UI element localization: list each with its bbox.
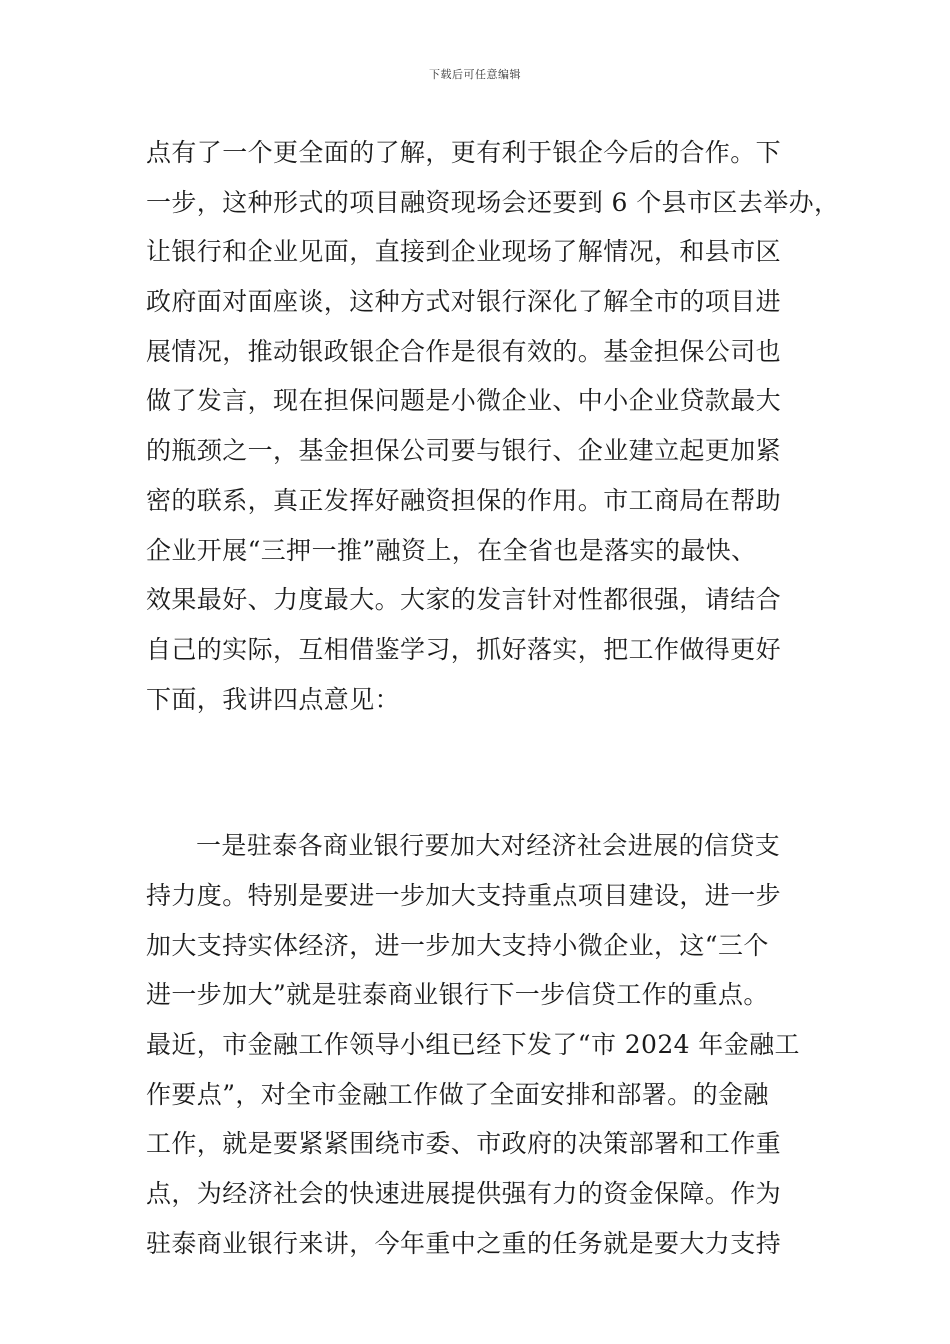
paragraph-2 — [146, 821, 826, 1268]
text-line: 密的联系，真正发挥好融资担保的作用。市工商局在帮助 — [146, 485, 782, 515]
text-line: 展情况，推动银政银企合作是很有效的。基金担保公司也 — [146, 336, 782, 366]
text-line: 的瓶颈之一，基金担保公司要与银行、企业建立起更加紧 — [146, 436, 782, 466]
paragraph-1 — [146, 128, 840, 724]
text-line: 效果最好、力度最大。大家的发言针对性都很强，请结合 — [146, 585, 782, 615]
text-line: 持力度。特别是要进一步加大支持重点项目建设，进一步 — [146, 880, 782, 910]
text-line: 一是驻泰各商业银行要加大对经济社会进展的信贷支 — [196, 831, 781, 861]
text-line: 下面，我讲四点意见： — [146, 684, 401, 714]
text-line: 让银行和企业见面，直接到企业现场了解情况，和县市区 — [146, 237, 782, 267]
text-line: 作要点”，对全市金融工作做了全面安排和部署。的金融 — [146, 1079, 769, 1109]
text-line: 加大支持实体经济，进一步加大支持小微企业，这“三个 — [146, 930, 769, 960]
text-line: 做了发言，现在担保问题是小微企业、中小企业贷款最大 — [146, 386, 782, 416]
document-body — [146, 128, 840, 1268]
text-line: 政府面对面座谈，这种方式对银行深化了解全市的项目进 — [146, 287, 782, 317]
text-line: 点有了一个更全面的了解，更有利于银企今后的合作。下 — [146, 138, 782, 167]
paragraph-gap — [146, 724, 826, 821]
page-header: 下载后可任意编辑 — [429, 68, 521, 81]
text-line: 进一步加大”就是驻泰商业银行下一步信贷工作的重点。 — [146, 980, 769, 1010]
text-line: 工作，就是要紧紧围绕市委、市政府的决策部署和工作重 — [146, 1129, 782, 1159]
text-line: 自己的实际，互相借鉴学习，抓好落实，把工作做得更好 — [146, 634, 782, 664]
text-line: 最近，市金融工作领导小组已经下发了“市 2024 年金融工 — [146, 1030, 800, 1059]
text-line: 驻泰商业银行来讲，今年重中之重的任务就是要大力支持 — [146, 1228, 782, 1258]
text-line: 点，为经济社会的快速进展提供强有力的资金保障。作为 — [146, 1179, 782, 1209]
text-line: 企业开展“三押一推”融资上，在全省也是落实的最快、 — [146, 535, 757, 565]
text-line: 一步，这种形式的项目融资现场会还要到 6 个县市区去举办， — [146, 187, 840, 217]
